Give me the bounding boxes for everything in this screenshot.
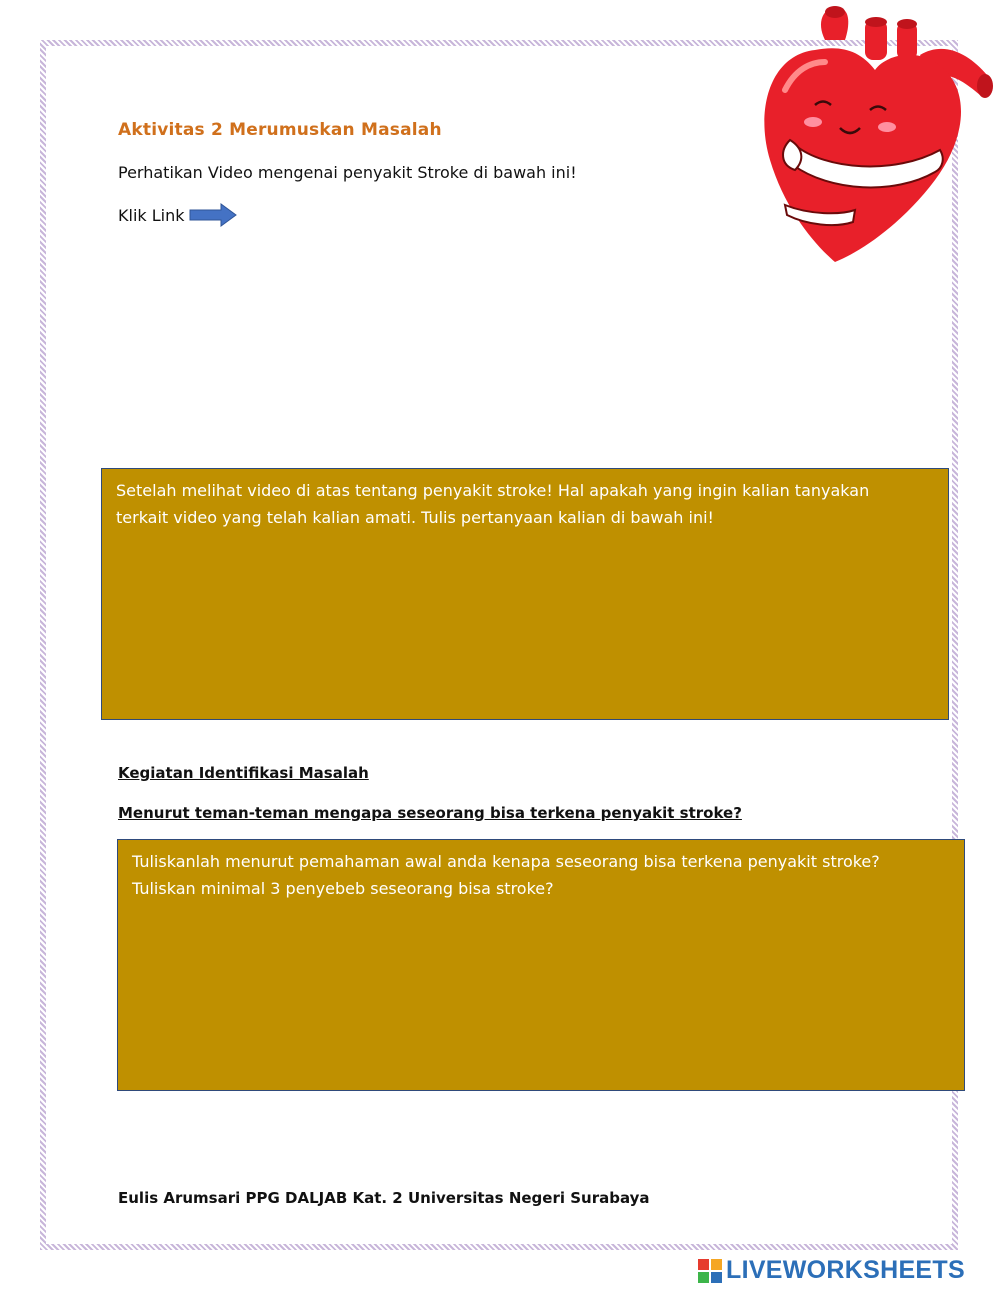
hugging-heart-illustration (755, 0, 1000, 270)
liveworksheets-logo-icon (698, 1259, 722, 1283)
answer-input-box[interactable] (117, 839, 965, 1091)
answer-box-line-2: Tuliskan minimal 3 penyebeb seseorang bisa stroke? (132, 879, 554, 898)
question-box-line-2: terkait video yang telah kalian amati. Tulis pertanyaan kalian di bawah ini! (116, 508, 714, 527)
identification-heading: Kegiatan Identifikasi Masalah (118, 764, 369, 782)
right-arrow-icon[interactable] (189, 203, 237, 227)
question-input-box[interactable] (101, 468, 949, 720)
answer-box-line-1: Tuliskanlah menurut pemahaman awal anda kenapa seseorang bisa terkena penyakit stroke? (132, 852, 880, 871)
identification-question: Menurut teman-teman mengapa seseorang bisa terkena penyakit stroke? (118, 804, 742, 822)
activity-instruction: Perhatikan Video mengenai penyakit Stroke di bawah ini! (118, 163, 577, 182)
activity-title: Aktivitas 2 Merumuskan Masalah (118, 120, 442, 140)
liveworksheets-logo[interactable] (698, 1256, 965, 1285)
logo-text: LIVEWORKSHEETS (726, 1256, 965, 1284)
link-label[interactable]: Klik Link (118, 205, 185, 225)
question-box-line-1: Setelah melihat video di atas tentang penyakit stroke! Hal apakah yang ingin kalian tanyakan (116, 481, 870, 500)
video-link[interactable] (118, 203, 237, 227)
author-credit: Eulis Arumsari PPG DALJAB Kat. 2 Universitas Negeri Surabaya (118, 1189, 650, 1207)
